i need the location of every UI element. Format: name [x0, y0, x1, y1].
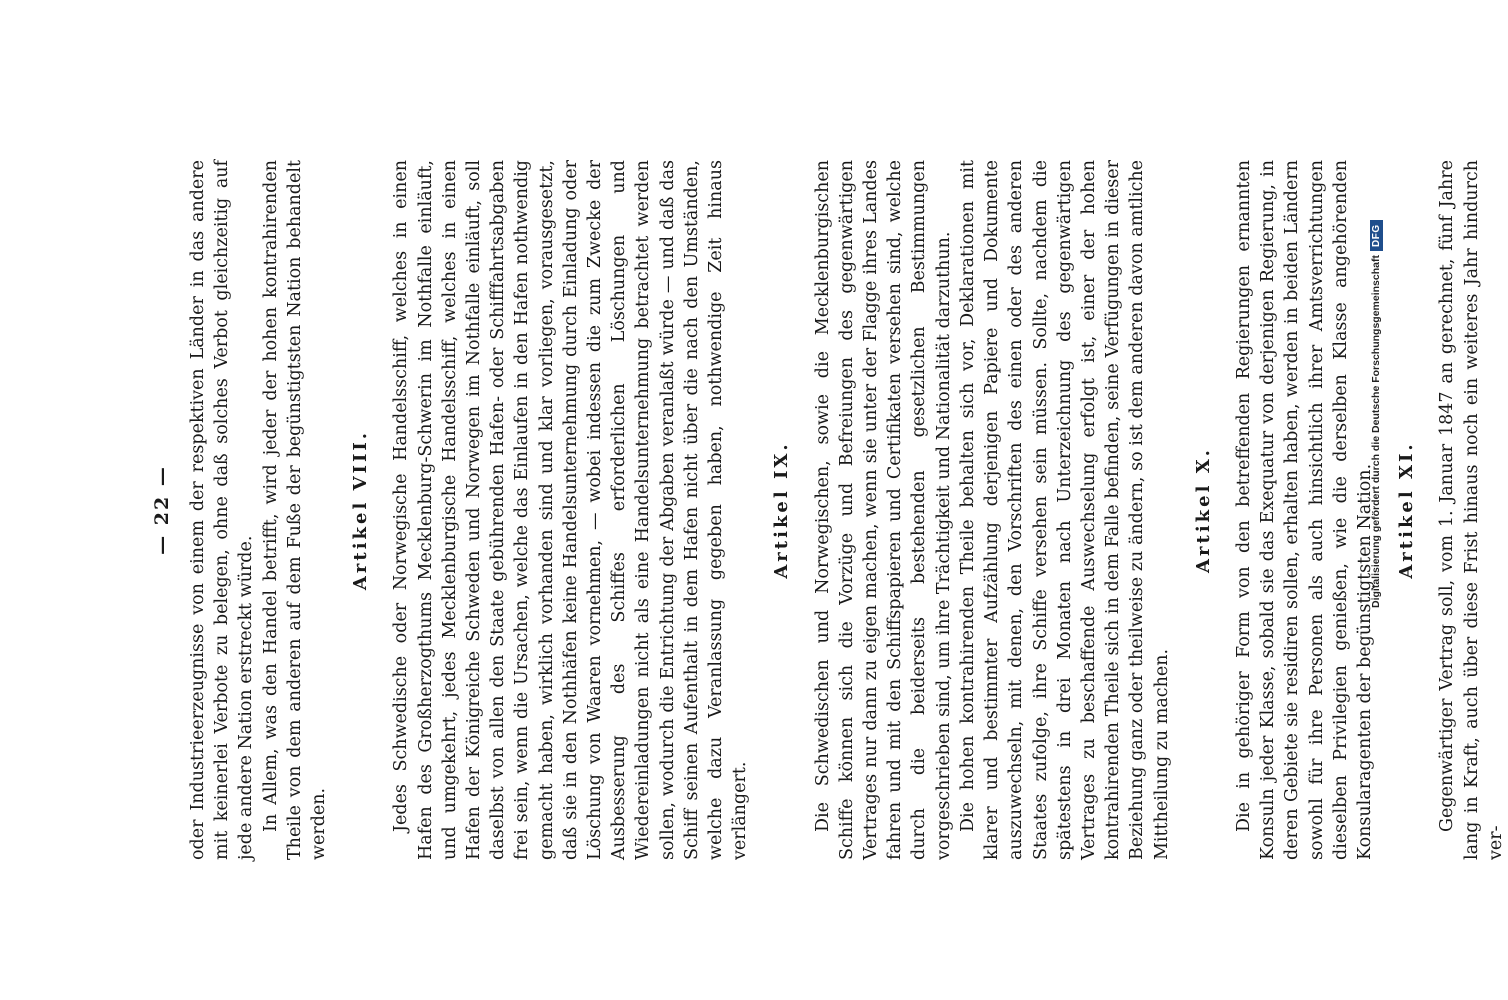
- dfg-funding-note: Digitalisierung gefördert durch die Deutsche Forschungsgemeinschaft: [1370, 255, 1382, 608]
- heading-article-9: Artikel IX.: [771, 441, 793, 579]
- paragraph-continued: oder Industrieerzeugnisse von einem der respektiven Länder in das andere mit keinerlei Verbote zu belegen, ohne daß solches Verbot gleichzeitig auf jede andere Nation erstreckt würde.: [188, 160, 257, 860]
- paragraph-trade: In Allem, was den Handel betrifft, wird jeder der hohen kontrahirenden Theile von dem anderen auf dem Fuße der begünstigtsten Nation behandelt werden.: [260, 160, 330, 860]
- article-10-text: Die in gehöriger Form von den betreffenden Regierungen ernannten Konsuln jeder Klasse, sobald sie das Exequatur von derjenigen Regierung, in deren Gebiete sie residiren sollen, erhalten haben, werden in beiden Ländern sowohl für ihre Personen als auch hinsichtlich ihrer Amtsverrichtungen dieselben Privilegien genießen, wie die derselben Klasse angehörenden Konsularagenten der begünstigtsten Nation.: [1233, 160, 1375, 860]
- article-11-text: Gegenwärtiger Vertrag soll, vom 1. Januar 1847 an gerechnet, fünf Jahre lang in Kraft, auch über diese Frist hinaus noch ein weiteres Jahr hindurch ver-: [1437, 160, 1506, 860]
- dfg-logo: DFG: [1370, 220, 1383, 251]
- article-9-text-2: Die hohen kontrahirenden Theile behalten sich vor, Deklarationen mit klarer und bestimmter Aufzählung derjenigen Papiere und Dokumente auszuwechseln, mit denen, den Vorschriften des einen oder des anderen Staates zufolge, ihre Schiffe versehen sein müssen. Sollte, nachdem die spätestens in drei Monaten nach Unterzeichnung des gegenwärtigen Vertrages zu beschaffende Auswechselung erfolgt ist, einer der hohen kontrahirenden Theile sich in dem Falle befinden, seine Verfügungen in dieser Beziehung ganz oder theilweise zu ändern, so ist dem anderen davon amtliche Mittheilung zu machen.: [957, 160, 1172, 860]
- page-number: — 22 —: [151, 465, 173, 555]
- dfg-sidebar-rotated: [1366, 8, 1386, 608]
- heading-article-11: Artikel XI.: [1396, 441, 1418, 579]
- article-8-text: Jedes Schwedische oder Norwegische Handelsschiff, welches in einen Hafen des Großherzogthums Mecklenburg-Schwerin im Nothfalle einläuft, und umgekehrt, jedes Mecklenburgische Handelsschiff, welches in einen Hafen der Königreiche Schweden und Norwegen im Nothfalle einläuft, soll daselbst von allen den Staate gebührenden Hafen- oder Schifffahrtsabgaben frei sein, wenn die Ursachen, welche das Einlaufen in den Hafen nothwendig gemacht haben, wirklich vorhanden sind und klar vorliegen, vorausgesetzt, daß sie in den Nothhäfen keine Handelsunternehmung durch Einladung oder Löschung von Waaren vornehmen, — wobei indessen die zum Zwecke der Ausbesserung des Schiffes erforderlichen Löschungen und Wiedereinladungen nicht als eine Handelsunternehmung betrachtet werden sollen, wodurch die Entrichtung der Abgaben veranlaßt würde — und daß das Schiff seinen Aufenthalt in dem Hafen nicht über die nach den Umständen, welche dazu Veranlassung gegeben haben, nothwendige Zeit hinaus verlängert.: [391, 160, 751, 860]
- article-9-text-1: Die Schwedischen und Norwegischen, sowie die Mecklenburgischen Schiffe können sich die Vorzüge und Befreiungen des gegenwärtigen Vertrages nur dann zu eigen machen, wenn sie unter der Flagge ihres Landes fahren und mit den Schiffspapieren und Certifikaten versehen sind, welche durch die beiderseits bestehenden gesetzlichen Bestimmungen vorgeschrieben sind, um ihre Trächtigkeit und Nationalität darzuthun.: [812, 160, 954, 860]
- heading-article-8: Artikel VIII.: [350, 429, 372, 591]
- heading-article-10: Artikel X.: [1192, 447, 1214, 573]
- dfg-sidebar: [1366, 8, 1388, 608]
